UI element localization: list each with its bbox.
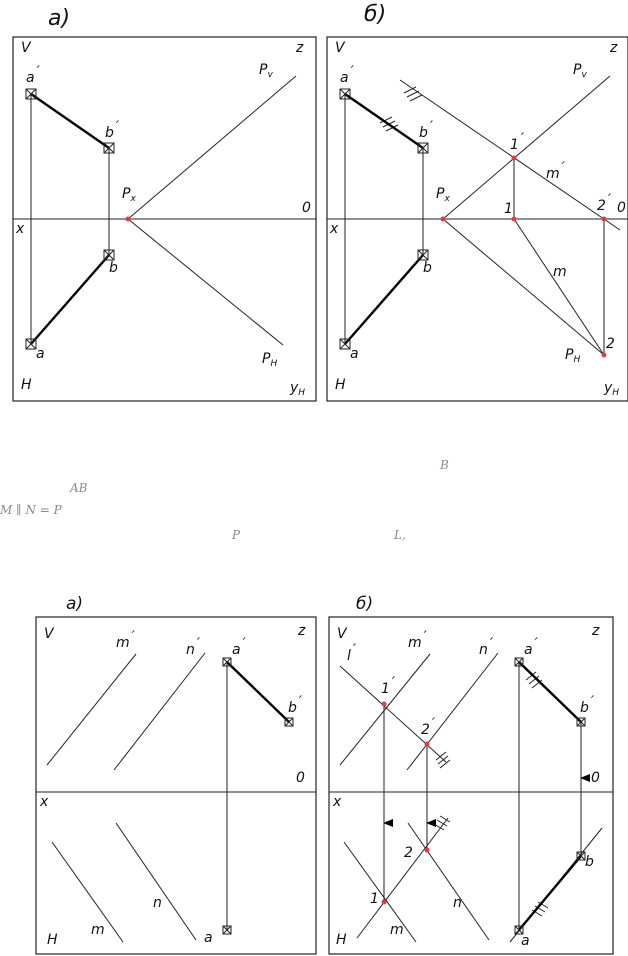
top-b-label-b: b — [423, 260, 432, 276]
top-a-label-x: x — [16, 221, 25, 237]
top-b-label-a: a — [350, 346, 359, 362]
top-a-segment-ab-front — [31, 94, 109, 148]
top-a-label-yh: $y_H$ — [290, 380, 306, 398]
bottom-a-label-h: H — [47, 932, 58, 948]
bottom-b-label-b: b — [585, 854, 594, 870]
top-b-trace-ph — [443, 219, 604, 355]
top-a-point-px — [126, 217, 131, 222]
bottom-a-label-a: a — [204, 930, 213, 946]
bottom-a-label-n-prime: n ′ — [186, 636, 201, 658]
faint-formula: M ∥ N = P — [0, 503, 62, 517]
top-b-label-m: m — [553, 264, 567, 280]
top-b-label-2: 2 — [606, 336, 615, 352]
top-a-label-pv: $P_v$ — [259, 62, 273, 80]
bottom-b-line-m-prime — [340, 654, 430, 765]
bottom-a-label-v: V — [44, 626, 54, 642]
bottom-b-segment-ab-front — [519, 662, 581, 722]
faint-text-block — [0, 458, 449, 542]
top-b-label-px: $P_x$ — [436, 186, 450, 204]
top-b-label-x: x — [330, 221, 339, 237]
bottom-b-label-x: x — [333, 794, 342, 810]
top-b-segment-ab-front — [345, 94, 423, 148]
bottom-panel-b — [329, 594, 613, 954]
top-a-segment-ab-top — [31, 255, 109, 344]
bottom-b-label-n: n — [453, 895, 462, 911]
bottom-b-label-m: m — [390, 922, 404, 938]
top-panel-a — [13, 6, 316, 401]
top-a-label-b: b — [109, 260, 118, 276]
bottom-b-label-b-prime: b ′ — [580, 694, 595, 716]
faint-p: P — [232, 528, 241, 542]
top-b-label-0: 0 — [617, 200, 626, 216]
top-b-point-px — [441, 217, 446, 222]
bottom-a-label-x: x — [40, 794, 49, 810]
top-b-segment-ab-top — [345, 255, 423, 344]
top-b-point-1 — [512, 217, 517, 222]
top-b-label-b-prime: b ′ — [419, 119, 434, 141]
top-b-label-h: H — [335, 377, 346, 393]
top-a-label-0: 0 — [302, 200, 311, 216]
bottom-b-label-1-prime: 1 ′ — [381, 675, 396, 697]
top-b-label-m-prime: m ′ — [546, 160, 565, 182]
top-b-point-1-prime — [512, 156, 517, 161]
top-a-label-px: $P_x$ — [122, 186, 136, 204]
bottom-b-label-0: 0 — [591, 770, 600, 786]
bottom-b-point-2 — [425, 848, 430, 853]
bottom-b-point-1 — [382, 900, 387, 905]
top-b-label-a-prime: a ′ — [340, 64, 354, 86]
bottom-b-point-2-prime — [425, 742, 430, 747]
top-a-label-ph: $P_H$ — [262, 351, 278, 369]
top-b-label-1-prime: 1 ′ — [510, 131, 525, 153]
bottom-a-label-m-prime: m ′ — [116, 629, 135, 651]
bottom-a-frame — [36, 617, 316, 954]
bottom-b-label-m-prime: m ′ — [408, 629, 427, 651]
bottom-a-label-a-prime: a ′ — [232, 636, 246, 658]
top-a-label-b-prime: b ′ — [105, 119, 120, 141]
top-a-label-h: H — [21, 377, 32, 393]
top-b-label-1: 1 — [504, 201, 513, 217]
bottom-a-label-m: m — [91, 922, 105, 938]
bottom-a-label-n: n — [153, 895, 162, 911]
top-b-label-yh: $y_H$ — [604, 380, 620, 398]
bottom-a-segment-ab-front — [227, 662, 289, 722]
bottom-a-point-b-prime — [285, 718, 293, 726]
bottom-b-caption: б) — [356, 594, 374, 614]
top-a-caption: а) — [48, 6, 71, 31]
bottom-b-label-2-prime: 2 ′ — [421, 716, 436, 738]
bottom-b-label-l-prime: l ′ — [347, 642, 357, 664]
top-b-line-m — [514, 219, 604, 355]
bottom-b-label-a: a — [521, 933, 530, 949]
top-a-trace-ph — [128, 219, 283, 345]
top-a-label-a: a — [36, 346, 45, 362]
top-panel-b — [327, 2, 628, 401]
bottom-a-line-m-prime — [47, 654, 136, 765]
bottom-b-point-1-prime — [382, 702, 387, 707]
top-b-caption: б) — [364, 2, 387, 27]
top-a-label-v: V — [21, 40, 31, 56]
bottom-a-line-n — [116, 823, 196, 940]
top-b-label-z: z — [610, 40, 618, 56]
top-a-trace-pv — [128, 76, 296, 219]
faint-ab: AB — [70, 481, 88, 495]
bottom-b-label-2: 2 — [404, 845, 413, 861]
top-b-point-2-prime — [602, 217, 607, 222]
top-a-label-z: z — [296, 40, 304, 56]
faint-l: L, — [394, 528, 406, 542]
top-b-point-2 — [602, 353, 607, 358]
bottom-b-parallel-marks-ab-prime — [526, 672, 542, 688]
bottom-b-label-a-prime: a ′ — [524, 636, 538, 658]
bottom-b-label-n-prime: n ′ — [479, 636, 494, 658]
top-b-trace-pv — [443, 76, 610, 219]
bottom-a-line-n-prime — [114, 653, 205, 770]
top-b-label-ph: $P_H$ — [565, 347, 581, 365]
bottom-b-line-l — [357, 818, 448, 938]
top-b-label-pv: $P_v$ — [573, 62, 587, 80]
faint-b: B — [440, 458, 449, 472]
bottom-b-line-n-prime — [407, 653, 498, 770]
bottom-a-label-0: 0 — [296, 770, 305, 786]
bottom-b-label-v: V — [337, 626, 347, 642]
top-a-label-a-prime: a ′ — [26, 64, 40, 86]
bottom-a-line-m — [52, 842, 123, 942]
bottom-b-label-z: z — [592, 623, 600, 639]
bottom-b-line-n — [408, 823, 489, 940]
bottom-b-label-1: 1 — [370, 891, 379, 907]
bottom-a-label-b-prime: b ′ — [288, 694, 303, 716]
top-b-label-2-prime: 2 ′ — [597, 192, 612, 214]
bottom-b-label-h: H — [336, 932, 347, 948]
bottom-panel-a — [36, 594, 316, 954]
bottom-a-caption: а) — [66, 594, 84, 614]
bottom-b-segment-ab-top — [519, 856, 581, 930]
bottom-a-label-z: z — [298, 623, 306, 639]
top-b-label-v: V — [335, 40, 345, 56]
